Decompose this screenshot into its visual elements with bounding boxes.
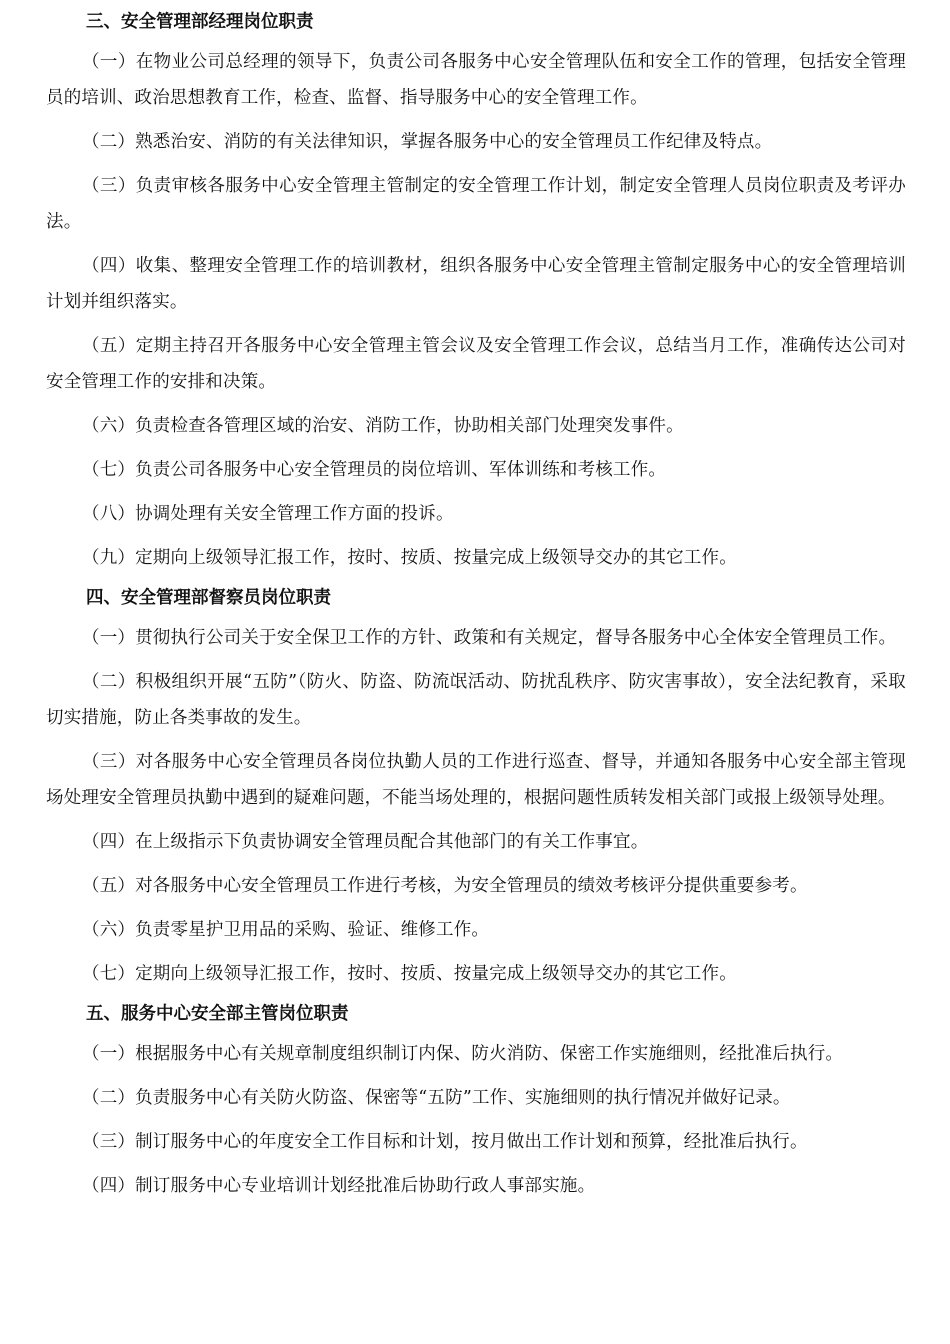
duty-paragraph: （三）对各服务中心安全管理员各岗位执勤人员的工作进行巡查、督导，并通知各服务中心安全部主管现场处理安全管理员执勤中遇到的疑难问题，不能当场处理的，根据问题性质转发相关部门或报上级领导处理。: [46, 752, 906, 808]
duty-paragraph: （一）在物业公司总经理的领导下，负责公司各服务中心安全管理队伍和安全工作的管理，包括安全管理员的培训、政治思想教育工作，检查、监督、指导服务中心的安全管理工作。: [46, 52, 906, 108]
duty-paragraph: （三）负责审核各服务中心安全管理主管制定的安全管理工作计划，制定安全管理人员岗位职责及考评办法。: [46, 176, 906, 232]
section-title: 五、服务中心安全部主管岗位职责: [86, 1004, 349, 1024]
duty-paragraph: （六）负责零星护卫用品的采购、验证、维修工作。: [82, 920, 490, 940]
section-title: 三、安全管理部经理岗位职责: [86, 12, 314, 32]
duty-paragraph: （二）积极组织开展“五防”（防火、防盗、防流氓活动、防扰乱秩序、防灾害事故），安全法纪教育，采取切实措施，防止各类事故的发生。: [46, 672, 906, 728]
duty-paragraph: （四）制订服务中心专业培训计划经批准后协助行政人事部实施。: [82, 1176, 596, 1196]
duty-paragraph: （六）负责检查各管理区域的治安、消防工作，协助相关部门处理突发事件。: [82, 416, 684, 436]
section-inspector-duties: [46, 584, 906, 992]
duty-paragraph: （七）负责公司各服务中心安全管理员的岗位培训、军体训练和考核工作。: [82, 460, 667, 480]
duty-paragraph: （二）熟悉治安、消防的有关法律知识，掌握各服务中心的安全管理员工作纪律及特点。: [82, 132, 773, 152]
duty-paragraph: （五）定期主持召开各服务中心安全管理主管会议及安全管理工作会议，总结当月工作，准确传达公司对安全管理工作的安排和决策。: [46, 336, 906, 392]
section-manager-duties: [46, 8, 906, 576]
duty-paragraph: （一）贯彻执行公司关于安全保卫工作的方针、政策和有关规定，督导各服务中心全体安全管理员工作。: [82, 628, 897, 648]
section-title: 四、安全管理部督察员岗位职责: [86, 588, 331, 608]
duty-paragraph: （三）制订服务中心的年度安全工作目标和计划，按月做出工作计划和预算，经批准后执行。: [82, 1132, 808, 1152]
duty-paragraph: （七）定期向上级领导汇报工作，按时、按质、按量完成上级领导交办的其它工作。: [82, 964, 737, 984]
duty-paragraph: （一）根据服务中心有关规章制度组织制订内保、防火消防、保密工作实施细则，经批准后执行。: [82, 1044, 844, 1064]
duty-paragraph: （八）协调处理有关安全管理工作方面的投诉。: [82, 504, 454, 524]
duty-paragraph: （四）收集、整理安全管理工作的培训教材，组织各服务中心安全管理主管制定服务中心的安全管理培训计划并组织落实。: [46, 256, 906, 312]
section-supervisor-duties: [46, 1000, 906, 1204]
duty-paragraph: （二）负责服务中心有关防火防盗、保密等“五防”工作、实施细则的执行情况并做好记录。: [82, 1088, 791, 1108]
duty-paragraph: （四）在上级指示下负责协调安全管理员配合其他部门的有关工作事宜。: [82, 832, 649, 852]
duty-paragraph: （五）对各服务中心安全管理员工作进行考核，为安全管理员的绩效考核评分提供重要参考。: [82, 876, 808, 896]
duty-paragraph: （九）定期向上级领导汇报工作，按时、按质、按量完成上级领导交办的其它工作。: [82, 548, 737, 568]
